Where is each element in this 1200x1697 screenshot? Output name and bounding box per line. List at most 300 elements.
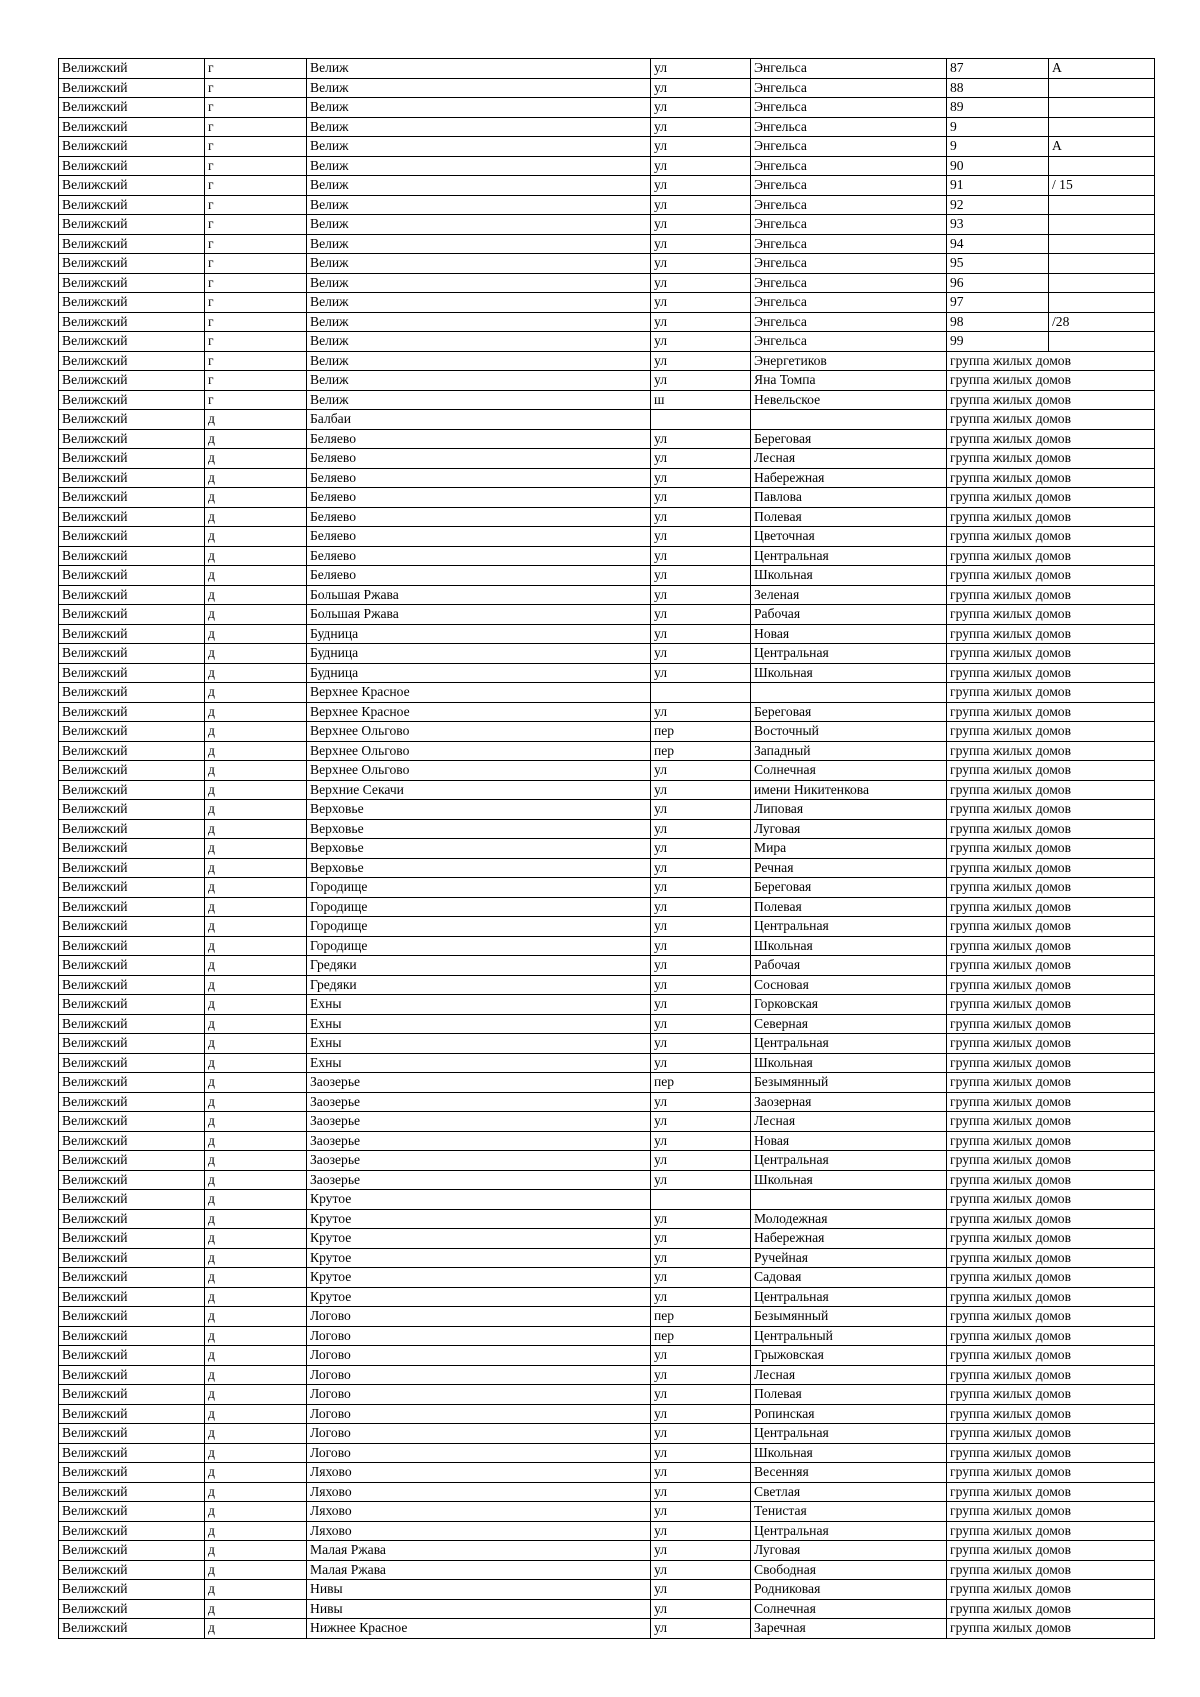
street-name-cell: Полевая [751,897,947,917]
district-cell: Велижский [59,468,205,488]
house-number-cell: группа жилых домов [947,956,1155,976]
district-cell: Велижский [59,1521,205,1541]
street-name-cell: Безымянный [751,1307,947,1327]
settlement-name-cell: Заозерье [307,1170,651,1190]
settlement-type-cell: д [205,1229,307,1249]
house-number-cell: группа жилых домов [947,1131,1155,1151]
district-cell: Велижский [59,897,205,917]
street-name-cell: Энгельса [751,312,947,332]
table-row [59,761,1155,781]
district-cell: Велижский [59,644,205,664]
table-row [59,1424,1155,1444]
table-row [59,1502,1155,1522]
house-number-cell: группа жилых домов [947,1424,1155,1444]
district-cell: Велижский [59,527,205,547]
settlement-type-cell: д [205,1424,307,1444]
settlement-name-cell: Велиж [307,234,651,254]
district-cell: Велижский [59,1034,205,1054]
settlement-name-cell: Беляево [307,527,651,547]
settlement-name-cell: Верховье [307,800,651,820]
district-cell: Велижский [59,1170,205,1190]
street-name-cell [751,1190,947,1210]
settlement-name-cell: Велиж [307,98,651,118]
settlement-type-cell: д [205,1385,307,1405]
table-row [59,254,1155,274]
table-row [59,897,1155,917]
settlement-type-cell: д [205,1365,307,1385]
settlement-type-cell: д [205,527,307,547]
table-row [59,1034,1155,1054]
house-number-cell: группа жилых домов [947,351,1155,371]
street-name-cell: Весенняя [751,1463,947,1483]
street-name-cell: Яна Томпа [751,371,947,391]
settlement-name-cell: Заозерье [307,1073,651,1093]
street-type-cell: ул [651,488,751,508]
settlement-name-cell: Крутое [307,1248,651,1268]
street-type-cell: ул [651,1424,751,1444]
house-number-cell: группа жилых домов [947,917,1155,937]
district-cell: Велижский [59,1502,205,1522]
settlement-type-cell: г [205,312,307,332]
street-type-cell: ул [651,995,751,1015]
table-row [59,1599,1155,1619]
house-number-cell: группа жилых домов [947,722,1155,742]
table-row [59,429,1155,449]
street-type-cell: ул [651,663,751,683]
street-type-cell: ул [651,312,751,332]
street-name-cell: Школьная [751,936,947,956]
street-type-cell: ул [651,254,751,274]
table-row [59,195,1155,215]
settlement-name-cell: Верхнее Ольгово [307,761,651,781]
street-name-cell: Светлая [751,1482,947,1502]
settlement-name-cell: Логово [307,1424,651,1444]
street-type-cell: ул [651,1034,751,1054]
table-row [59,975,1155,995]
house-number-cell: группа жилых домов [947,1112,1155,1132]
district-cell: Велижский [59,195,205,215]
settlement-type-cell: д [205,663,307,683]
settlement-name-cell: Крутое [307,1190,651,1210]
settlement-name-cell: Беляево [307,488,651,508]
street-name-cell: Центральная [751,1151,947,1171]
street-name-cell: Ропинская [751,1404,947,1424]
table-row [59,546,1155,566]
table-row [59,1521,1155,1541]
settlement-type-cell: г [205,351,307,371]
table-row [59,839,1155,859]
settlement-name-cell: Верхнее Ольгово [307,722,651,742]
house-number-cell: группа жилых домов [947,936,1155,956]
street-type-cell: ул [651,956,751,976]
table-row [59,1131,1155,1151]
house-number-cell: группа жилых домов [947,858,1155,878]
table-row [59,1073,1155,1093]
street-name-cell: Цветочная [751,527,947,547]
table-row [59,1229,1155,1249]
street-name-cell: Рабочая [751,956,947,976]
house-number-cell: группа жилых домов [947,1541,1155,1561]
settlement-name-cell: Верхнее Красное [307,702,651,722]
district-cell: Велижский [59,1560,205,1580]
house-suffix-cell: А [1049,137,1155,157]
street-type-cell: ул [651,1365,751,1385]
street-type-cell: ул [651,429,751,449]
house-number-cell: группа жилых домов [947,975,1155,995]
settlement-name-cell: Велиж [307,78,651,98]
district-cell: Велижский [59,1541,205,1561]
district-cell: Велижский [59,1053,205,1073]
street-name-cell: Центральная [751,917,947,937]
settlement-type-cell: д [205,741,307,761]
house-number-cell: группа жилых домов [947,1443,1155,1463]
district-cell: Велижский [59,1131,205,1151]
street-name-cell: Энгельса [751,332,947,352]
house-number-cell: группа жилых домов [947,1268,1155,1288]
district-cell: Велижский [59,1326,205,1346]
street-name-cell: Центральная [751,546,947,566]
settlement-type-cell: д [205,956,307,976]
settlement-type-cell: д [205,566,307,586]
street-name-cell: Энгельса [751,215,947,235]
street-name-cell: Полевая [751,1385,947,1405]
district-cell: Велижский [59,1229,205,1249]
district-cell: Велижский [59,390,205,410]
settlement-type-cell: г [205,332,307,352]
settlement-type-cell: д [205,780,307,800]
street-name-cell: Грыжовская [751,1346,947,1366]
street-name-cell: Безымянный [751,1073,947,1093]
house-number-cell: группа жилых домов [947,1092,1155,1112]
settlement-type-cell: д [205,1248,307,1268]
street-type-cell: ул [651,234,751,254]
district-cell: Велижский [59,1365,205,1385]
settlement-name-cell: Велиж [307,293,651,313]
house-number-cell: группа жилых домов [947,839,1155,859]
settlement-name-cell: Велиж [307,137,651,157]
settlement-type-cell: д [205,858,307,878]
settlement-type-cell: д [205,1521,307,1541]
street-type-cell: ул [651,1248,751,1268]
house-number-cell: группа жилых домов [947,819,1155,839]
street-name-cell: Зеленая [751,585,947,605]
settlement-name-cell: Малая Ржава [307,1541,651,1561]
settlement-name-cell: Крутое [307,1209,651,1229]
house-number-cell: 98 [947,312,1049,332]
district-cell: Велижский [59,176,205,196]
settlement-type-cell: д [205,1151,307,1171]
table-row [59,663,1155,683]
settlement-type-cell: д [205,449,307,469]
district-cell: Велижский [59,663,205,683]
settlement-name-cell: Верховье [307,839,651,859]
table-row [59,800,1155,820]
street-name-cell: Центральная [751,644,947,664]
district-cell: Велижский [59,1287,205,1307]
street-name-cell: Солнечная [751,1599,947,1619]
settlement-type-cell: д [205,1580,307,1600]
table-row [59,624,1155,644]
house-suffix-cell [1049,156,1155,176]
district-cell: Велижский [59,1073,205,1093]
house-number-cell: группа жилых домов [947,1346,1155,1366]
house-number-cell: группа жилых домов [947,1619,1155,1639]
settlement-name-cell: Будница [307,663,651,683]
table-row [59,956,1155,976]
street-name-cell: Речная [751,858,947,878]
table-row [59,176,1155,196]
street-type-cell: ул [651,59,751,79]
settlement-type-cell: д [205,1560,307,1580]
district-cell: Велижский [59,702,205,722]
settlement-type-cell: д [205,1463,307,1483]
street-type-cell: ул [651,839,751,859]
house-number-cell: группа жилых домов [947,1287,1155,1307]
table-row [59,449,1155,469]
house-number-cell: 92 [947,195,1049,215]
table-row [59,1346,1155,1366]
district-cell: Велижский [59,1248,205,1268]
settlement-type-cell: д [205,1131,307,1151]
street-name-cell: имени Никитенкова [751,780,947,800]
house-number-cell: группа жилых домов [947,897,1155,917]
house-number-cell: группа жилых домов [947,585,1155,605]
street-type-cell: ул [651,917,751,937]
house-suffix-cell [1049,234,1155,254]
house-number-cell: 96 [947,273,1049,293]
settlement-type-cell: д [205,410,307,430]
street-name-cell: Энгельса [751,156,947,176]
house-suffix-cell [1049,293,1155,313]
settlement-name-cell: Беляево [307,566,651,586]
table-row [59,683,1155,703]
house-number-cell: 99 [947,332,1049,352]
house-number-cell: группа жилых домов [947,1502,1155,1522]
district-cell: Велижский [59,293,205,313]
settlement-type-cell: д [205,702,307,722]
street-type-cell: ул [651,702,751,722]
settlement-type-cell: г [205,78,307,98]
district-cell: Велижский [59,956,205,976]
settlement-name-cell: Велиж [307,312,651,332]
table-row [59,273,1155,293]
district-cell: Велижский [59,1443,205,1463]
street-name-cell: Свободная [751,1560,947,1580]
street-name-cell: Садовая [751,1268,947,1288]
street-type-cell: ул [651,332,751,352]
district-cell: Велижский [59,507,205,527]
table-row [59,1326,1155,1346]
settlement-type-cell: д [205,1482,307,1502]
settlement-type-cell: г [205,293,307,313]
house-number-cell: группа жилых домов [947,410,1155,430]
street-name-cell: Центральная [751,1287,947,1307]
settlement-type-cell: д [205,1326,307,1346]
settlement-name-cell: Беляево [307,468,651,488]
settlement-type-cell: г [205,117,307,137]
district-cell: Велижский [59,488,205,508]
settlement-type-cell: д [205,1209,307,1229]
settlement-type-cell: г [205,156,307,176]
table-row [59,156,1155,176]
street-name-cell: Энгельса [751,176,947,196]
house-number-cell: группа жилых домов [947,1463,1155,1483]
street-type-cell: ул [651,1599,751,1619]
street-type-cell: пер [651,722,751,742]
settlement-name-cell: Велиж [307,351,651,371]
house-number-cell: группа жилых домов [947,546,1155,566]
settlement-type-cell: г [205,98,307,118]
settlement-name-cell: Логово [307,1346,651,1366]
table-row [59,78,1155,98]
settlement-type-cell: д [205,839,307,859]
district-cell: Велижский [59,1346,205,1366]
table-row [59,722,1155,742]
street-type-cell: ул [651,878,751,898]
street-name-cell: Северная [751,1014,947,1034]
street-name-cell: Школьная [751,566,947,586]
district-cell: Велижский [59,410,205,430]
settlement-name-cell: Ляхово [307,1502,651,1522]
house-number-cell: 91 [947,176,1049,196]
house-number-cell: 90 [947,156,1049,176]
table-row [59,215,1155,235]
street-name-cell: Мира [751,839,947,859]
street-name-cell: Энергетиков [751,351,947,371]
house-number-cell: группа жилых домов [947,1365,1155,1385]
settlement-name-cell: Городище [307,917,651,937]
house-number-cell: группа жилых домов [947,1482,1155,1502]
street-name-cell: Заречная [751,1619,947,1639]
district-cell: Велижский [59,546,205,566]
district-cell: Велижский [59,1482,205,1502]
house-number-cell: 97 [947,293,1049,313]
district-cell: Велижский [59,156,205,176]
house-number-cell: группа жилых домов [947,507,1155,527]
house-suffix-cell [1049,117,1155,137]
street-type-cell: ул [651,1053,751,1073]
house-number-cell: 9 [947,137,1049,157]
house-suffix-cell: А [1049,59,1155,79]
settlement-name-cell: Логово [307,1307,651,1327]
settlement-type-cell: д [205,605,307,625]
settlement-name-cell: Велиж [307,117,651,137]
house-number-cell: группа жилых домов [947,663,1155,683]
settlement-type-cell: д [205,1443,307,1463]
street-type-cell: ул [651,1385,751,1405]
table-row [59,1092,1155,1112]
district-cell: Велижский [59,1112,205,1132]
street-type-cell: ул [651,1443,751,1463]
street-name-cell: Энгельса [751,273,947,293]
settlement-type-cell: г [205,195,307,215]
settlement-name-cell: Велиж [307,254,651,274]
street-type-cell: ул [651,1404,751,1424]
street-type-cell: ул [651,1209,751,1229]
settlement-type-cell: д [205,1073,307,1093]
table-row [59,117,1155,137]
street-type-cell: ул [651,1170,751,1190]
street-type-cell: ул [651,137,751,157]
house-number-cell: 88 [947,78,1049,98]
settlement-type-cell: д [205,1541,307,1561]
district-cell: Велижский [59,1385,205,1405]
street-type-cell: пер [651,1326,751,1346]
street-name-cell: Центральная [751,1034,947,1054]
street-type-cell: ул [651,117,751,137]
house-number-cell: группа жилых домов [947,780,1155,800]
table-row [59,507,1155,527]
settlement-name-cell: Крутое [307,1287,651,1307]
street-type-cell: ул [651,644,751,664]
settlement-name-cell: Крутое [307,1268,651,1288]
settlement-type-cell: д [205,429,307,449]
settlement-type-cell: г [205,137,307,157]
settlement-name-cell: Велиж [307,273,651,293]
street-name-cell: Новая [751,624,947,644]
house-number-cell: группа жилых домов [947,1521,1155,1541]
settlement-type-cell: д [205,1287,307,1307]
district-cell: Велижский [59,566,205,586]
settlement-type-cell: д [205,936,307,956]
settlement-type-cell: д [205,1307,307,1327]
street-name-cell [751,683,947,703]
street-type-cell: ул [651,936,751,956]
street-type-cell: ул [651,1151,751,1171]
table-row [59,98,1155,118]
settlement-name-cell: Будница [307,624,651,644]
house-suffix-cell: /28 [1049,312,1155,332]
settlement-name-cell: Логово [307,1443,651,1463]
settlement-name-cell: Ляхово [307,1482,651,1502]
street-name-cell: Школьная [751,1053,947,1073]
house-number-cell: группа жилых домов [947,624,1155,644]
street-type-cell: ул [651,780,751,800]
house-suffix-cell [1049,78,1155,98]
street-type-cell: ул [651,1092,751,1112]
table-row [59,1619,1155,1639]
district-cell: Велижский [59,995,205,1015]
table-row [59,819,1155,839]
settlement-name-cell: Велиж [307,176,651,196]
settlement-name-cell: Заозерье [307,1092,651,1112]
settlement-name-cell: Ехны [307,1034,651,1054]
table-row [59,1112,1155,1132]
settlement-name-cell: Беляево [307,507,651,527]
district-cell: Велижский [59,312,205,332]
street-name-cell: Школьная [751,1170,947,1190]
street-type-cell: ул [651,78,751,98]
district-cell: Велижский [59,1151,205,1171]
house-number-cell: группа жилых домов [947,1560,1155,1580]
street-name-cell: Центральный [751,1326,947,1346]
house-number-cell: группа жилых домов [947,1053,1155,1073]
settlement-name-cell: Логово [307,1385,651,1405]
house-number-cell: группа жилых домов [947,1580,1155,1600]
street-type-cell: ул [651,156,751,176]
settlement-name-cell: Нивы [307,1580,651,1600]
table-row [59,1190,1155,1210]
table-row [59,995,1155,1015]
house-number-cell: группа жилых домов [947,527,1155,547]
house-number-cell: группа жилых домов [947,1034,1155,1054]
house-number-cell: группа жилых домов [947,1599,1155,1619]
street-type-cell: ул [651,975,751,995]
district-cell: Велижский [59,429,205,449]
table-row [59,410,1155,430]
street-type-cell: ул [651,273,751,293]
table-row [59,878,1155,898]
